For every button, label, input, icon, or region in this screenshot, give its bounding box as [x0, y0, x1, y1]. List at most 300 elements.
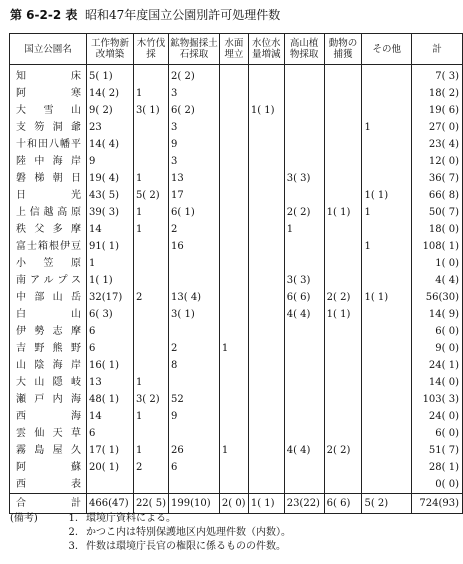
park-name-cell: 小笠原 [10, 255, 87, 272]
value-cell [324, 323, 362, 340]
table-title-text: 昭和47年度国立公園別許可処理件数 [85, 8, 281, 22]
value-cell [133, 238, 168, 255]
value-cell [248, 136, 284, 153]
value-cell: 2( 2) [324, 442, 362, 459]
table-row [10, 187, 463, 204]
value-cell [284, 85, 324, 102]
value-cell [219, 255, 248, 272]
value-cell: 6( 6) [324, 494, 362, 514]
total-cell: 9( 0) [412, 340, 463, 357]
value-cell [219, 476, 248, 494]
value-cell [133, 476, 168, 494]
value-cell [362, 136, 412, 153]
park-name-cell: 日光 [10, 187, 87, 204]
value-cell: 4( 4) [284, 442, 324, 459]
value-cell: 20( 1) [87, 459, 134, 476]
value-cell [133, 255, 168, 272]
value-cell: 14 [87, 408, 134, 425]
total-cell: 7( 3) [412, 65, 463, 86]
value-cell [169, 425, 220, 442]
value-cell [362, 357, 412, 374]
value-cell [324, 340, 362, 357]
value-cell: 2 [133, 289, 168, 306]
value-cell: 48( 1) [87, 391, 134, 408]
total-cell: 0( 0) [412, 476, 463, 494]
value-cell [324, 408, 362, 425]
value-cell [248, 65, 284, 86]
value-cell [219, 136, 248, 153]
value-cell: 6 [87, 323, 134, 340]
value-cell [248, 272, 284, 289]
value-cell: 2 [133, 459, 168, 476]
notes [10, 512, 291, 554]
value-cell: 2( 2) [284, 204, 324, 221]
value-cell [284, 238, 324, 255]
value-cell [324, 391, 362, 408]
value-cell [248, 425, 284, 442]
table-row [10, 340, 463, 357]
value-cell: 1 [133, 170, 168, 187]
value-cell: 466(47) [87, 494, 134, 514]
value-cell [219, 221, 248, 238]
park-name-cell: 雲仙天草 [10, 425, 87, 442]
value-cell: 9 [169, 136, 220, 153]
table-row [10, 85, 463, 102]
value-cell [219, 85, 248, 102]
note-number: 3. [68, 541, 78, 552]
value-cell: 32(17) [87, 289, 134, 306]
value-cell [248, 204, 284, 221]
value-cell [362, 442, 412, 459]
notes-lead: (備考) [10, 513, 38, 524]
value-cell [284, 187, 324, 204]
value-cell [284, 374, 324, 391]
table-row [10, 357, 463, 374]
value-cell [219, 425, 248, 442]
table-row [10, 102, 463, 119]
value-cell: 14 [87, 221, 134, 238]
value-cell: 1 [133, 204, 168, 221]
value-cell: 22( 5) [133, 494, 168, 514]
value-cell: 1( 1) [248, 494, 284, 514]
park-name-cell: 阿蘇 [10, 459, 87, 476]
header-row [10, 34, 463, 65]
note-text: 環境庁資料による。 [86, 513, 176, 524]
park-name-cell: 秩父多摩 [10, 221, 87, 238]
value-cell [362, 476, 412, 494]
table-row [10, 306, 463, 323]
value-cell: 17 [169, 187, 220, 204]
value-cell [324, 425, 362, 442]
header-other: その他 [362, 34, 412, 65]
value-cell [324, 255, 362, 272]
note-number: 1. [68, 513, 78, 524]
value-cell: 3 [169, 153, 220, 170]
value-cell [362, 102, 412, 119]
park-name-cell: 白山 [10, 306, 87, 323]
value-cell [248, 374, 284, 391]
value-cell [284, 153, 324, 170]
park-name-cell: 大山隠岐 [10, 374, 87, 391]
value-cell [324, 272, 362, 289]
value-cell: 6( 6) [284, 289, 324, 306]
value-cell [324, 238, 362, 255]
value-cell: 1 [133, 408, 168, 425]
value-cell [219, 459, 248, 476]
value-cell [248, 221, 284, 238]
value-cell: 13 [169, 170, 220, 187]
value-cell [284, 391, 324, 408]
value-cell [248, 238, 284, 255]
header-mining: 鉱物掘採土石採取 [169, 34, 220, 65]
table-row [10, 323, 463, 340]
value-cell [248, 187, 284, 204]
value-cell [284, 357, 324, 374]
park-name-cell: 阿寒 [10, 85, 87, 102]
header-park-name: 国立公園名 [10, 34, 87, 65]
value-cell [219, 238, 248, 255]
value-cell [324, 459, 362, 476]
value-cell [284, 102, 324, 119]
value-cell [362, 459, 412, 476]
value-cell [219, 408, 248, 425]
value-cell: 3( 3) [284, 170, 324, 187]
park-name-cell: 中部山岳 [10, 289, 87, 306]
value-cell [248, 170, 284, 187]
value-cell [362, 408, 412, 425]
value-cell [219, 289, 248, 306]
value-cell: 6 [169, 459, 220, 476]
value-cell [324, 85, 362, 102]
value-cell [248, 408, 284, 425]
note-text: 件数は環境庁長官の権限に係るものの件数。 [86, 541, 286, 552]
table-row [10, 374, 463, 391]
value-cell [284, 459, 324, 476]
value-cell [169, 374, 220, 391]
table-row [10, 272, 463, 289]
value-cell [133, 323, 168, 340]
total-cell: 24( 0) [412, 408, 463, 425]
total-cell: 724(93) [412, 494, 463, 514]
value-cell: 3( 1) [169, 306, 220, 323]
value-cell: 1 [219, 442, 248, 459]
table-row [10, 459, 463, 476]
total-cell: 14( 0) [412, 374, 463, 391]
value-cell [362, 272, 412, 289]
value-cell: 1 [133, 221, 168, 238]
header-construction: 工作物新改増築 [87, 34, 134, 65]
value-cell: 23(22) [284, 494, 324, 514]
park-name-cell: 南アルプス [10, 272, 87, 289]
value-cell [362, 340, 412, 357]
value-cell [248, 323, 284, 340]
value-cell: 6( 1) [169, 204, 220, 221]
value-cell: 1( 1) [87, 272, 134, 289]
value-cell [324, 153, 362, 170]
table-row [10, 391, 463, 408]
value-cell [133, 153, 168, 170]
total-cell: 6( 0) [412, 323, 463, 340]
value-cell [324, 119, 362, 136]
permit-table [9, 33, 463, 514]
value-cell: 1 [362, 238, 412, 255]
value-cell: 5( 1) [87, 65, 134, 86]
value-cell: 14( 4) [87, 136, 134, 153]
value-cell [133, 65, 168, 86]
park-name-cell: 合計 [10, 494, 87, 514]
value-cell: 3( 2) [133, 391, 168, 408]
total-cell: 14( 9) [412, 306, 463, 323]
park-name-cell: 陸中海岸 [10, 153, 87, 170]
value-cell: 2( 2) [324, 289, 362, 306]
value-cell [362, 153, 412, 170]
header-water-level: 水位水量増減 [248, 34, 284, 65]
value-cell: 1 [362, 204, 412, 221]
value-cell [133, 119, 168, 136]
value-cell [362, 374, 412, 391]
table-row [10, 153, 463, 170]
park-name-cell: 伊勢志摩 [10, 323, 87, 340]
total-cell: 6( 0) [412, 425, 463, 442]
value-cell [362, 65, 412, 86]
value-cell: 17( 1) [87, 442, 134, 459]
value-cell [248, 119, 284, 136]
table-row [10, 204, 463, 221]
value-cell: 52 [169, 391, 220, 408]
value-cell [248, 442, 284, 459]
value-cell [219, 65, 248, 86]
value-cell [219, 119, 248, 136]
value-cell [362, 255, 412, 272]
value-cell [169, 255, 220, 272]
total-cell: 51( 7) [412, 442, 463, 459]
value-cell: 16( 1) [87, 357, 134, 374]
value-cell: 1 [219, 340, 248, 357]
total-cell: 24( 1) [412, 357, 463, 374]
park-name-cell: 上信越高原 [10, 204, 87, 221]
park-name-cell: 十和田八幡平 [10, 136, 87, 153]
value-cell: 1( 1) [362, 187, 412, 204]
header-alpine-plants: 高山植物採取 [284, 34, 324, 65]
value-cell: 6 [87, 425, 134, 442]
value-cell [362, 391, 412, 408]
total-cell: 18( 0) [412, 221, 463, 238]
value-cell: 19( 4) [87, 170, 134, 187]
value-cell: 1( 1) [248, 102, 284, 119]
value-cell: 1 [362, 119, 412, 136]
note-text: かつこ内は特別保護地区内処理件数（内数）。 [86, 527, 291, 538]
total-cell: 66( 8) [412, 187, 463, 204]
value-cell [133, 272, 168, 289]
value-cell: 5( 2) [362, 494, 412, 514]
value-cell [133, 136, 168, 153]
total-cell: 23( 4) [412, 136, 463, 153]
value-cell [284, 136, 324, 153]
value-cell: 39( 3) [87, 204, 134, 221]
park-name-cell: 吉野熊野 [10, 340, 87, 357]
value-cell: 5( 2) [133, 187, 168, 204]
table-row [10, 408, 463, 425]
value-cell [362, 170, 412, 187]
total-cell: 50( 7) [412, 204, 463, 221]
value-cell: 26 [169, 442, 220, 459]
value-cell [362, 85, 412, 102]
value-cell: 23 [87, 119, 134, 136]
value-cell [248, 357, 284, 374]
value-cell [87, 476, 134, 494]
value-cell [248, 476, 284, 494]
value-cell [248, 255, 284, 272]
value-cell [248, 459, 284, 476]
value-cell: 3( 1) [133, 102, 168, 119]
value-cell [324, 102, 362, 119]
value-cell [362, 425, 412, 442]
park-name-cell: 山陰海岸 [10, 357, 87, 374]
value-cell [324, 221, 362, 238]
value-cell [169, 476, 220, 494]
table-row [10, 425, 463, 442]
table-number: 第 6-2-2 表 [10, 8, 78, 22]
value-cell: 1( 1) [324, 204, 362, 221]
value-cell [324, 170, 362, 187]
park-name-cell: 瀬戸内海 [10, 391, 87, 408]
value-cell [284, 476, 324, 494]
value-cell [324, 65, 362, 86]
header-total: 計 [412, 34, 463, 65]
total-cell: 12( 0) [412, 153, 463, 170]
value-cell: 9( 2) [87, 102, 134, 119]
value-cell: 6 [87, 340, 134, 357]
total-cell: 103( 3) [412, 391, 463, 408]
park-name-cell: 霧島屋久 [10, 442, 87, 459]
value-cell [248, 340, 284, 357]
value-cell: 9 [87, 153, 134, 170]
table-row [10, 170, 463, 187]
value-cell [248, 391, 284, 408]
value-cell: 199(10) [169, 494, 220, 514]
value-cell [219, 374, 248, 391]
value-cell: 1 [87, 255, 134, 272]
total-cell: 56(30) [412, 289, 463, 306]
value-cell: 91( 1) [87, 238, 134, 255]
total-cell: 4( 4) [412, 272, 463, 289]
value-cell: 1 [133, 85, 168, 102]
value-cell [169, 272, 220, 289]
value-cell [219, 306, 248, 323]
table-row [10, 136, 463, 153]
value-cell: 13 [87, 374, 134, 391]
value-cell [324, 476, 362, 494]
table-row [10, 65, 463, 86]
value-cell: 1 [133, 374, 168, 391]
value-cell: 3 [169, 85, 220, 102]
value-cell [248, 289, 284, 306]
value-cell: 6( 2) [169, 102, 220, 119]
value-cell [133, 306, 168, 323]
value-cell [219, 357, 248, 374]
value-cell [324, 357, 362, 374]
value-cell [219, 391, 248, 408]
total-cell: 18( 2) [412, 85, 463, 102]
value-cell [219, 272, 248, 289]
value-cell: 13( 4) [169, 289, 220, 306]
table-row [10, 255, 463, 272]
total-cell: 1( 0) [412, 255, 463, 272]
value-cell [324, 374, 362, 391]
value-cell: 43( 5) [87, 187, 134, 204]
value-cell [169, 323, 220, 340]
table-row [10, 238, 463, 255]
value-cell [219, 323, 248, 340]
total-cell: 27( 0) [412, 119, 463, 136]
header-reclamation: 水面埋立 [219, 34, 248, 65]
table-row [10, 119, 463, 136]
value-cell: 3( 3) [284, 272, 324, 289]
value-cell [284, 340, 324, 357]
value-cell: 2 [169, 340, 220, 357]
value-cell [284, 255, 324, 272]
value-cell: 1 [133, 442, 168, 459]
value-cell [284, 323, 324, 340]
park-name-cell: 知床 [10, 65, 87, 86]
table-title [10, 6, 280, 23]
value-cell [219, 153, 248, 170]
park-name-cell: 大雪山 [10, 102, 87, 119]
value-cell: 9 [169, 408, 220, 425]
total-cell: 108( 1) [412, 238, 463, 255]
note-number: 2. [68, 527, 78, 538]
park-name-cell: 西海 [10, 408, 87, 425]
value-cell [362, 323, 412, 340]
value-cell: 16 [169, 238, 220, 255]
header-logging: 木竹伐採 [133, 34, 168, 65]
value-cell: 1( 1) [362, 289, 412, 306]
value-cell [133, 357, 168, 374]
value-cell [133, 340, 168, 357]
value-cell [362, 221, 412, 238]
value-cell: 2 [169, 221, 220, 238]
total-row [10, 494, 463, 514]
park-name-cell: 磐梯朝日 [10, 170, 87, 187]
value-cell: 1 [284, 221, 324, 238]
value-cell: 8 [169, 357, 220, 374]
park-name-cell: 西表 [10, 476, 87, 494]
table-row [10, 289, 463, 306]
value-cell [248, 153, 284, 170]
park-name-cell: 富士箱根伊豆 [10, 238, 87, 255]
value-cell [362, 306, 412, 323]
value-cell [284, 119, 324, 136]
value-cell [219, 170, 248, 187]
park-name-cell: 支笏洞爺 [10, 119, 87, 136]
table-row [10, 476, 463, 494]
value-cell [248, 85, 284, 102]
value-cell: 2( 0) [219, 494, 248, 514]
value-cell [219, 204, 248, 221]
value-cell [219, 102, 248, 119]
value-cell [248, 306, 284, 323]
value-cell: 3 [169, 119, 220, 136]
value-cell: 6( 3) [87, 306, 134, 323]
value-cell [324, 136, 362, 153]
value-cell: 14( 2) [87, 85, 134, 102]
value-cell: 2( 2) [169, 65, 220, 86]
value-cell: 4( 4) [284, 306, 324, 323]
value-cell [284, 408, 324, 425]
total-cell: 36( 7) [412, 170, 463, 187]
table-row [10, 221, 463, 238]
value-cell [133, 425, 168, 442]
